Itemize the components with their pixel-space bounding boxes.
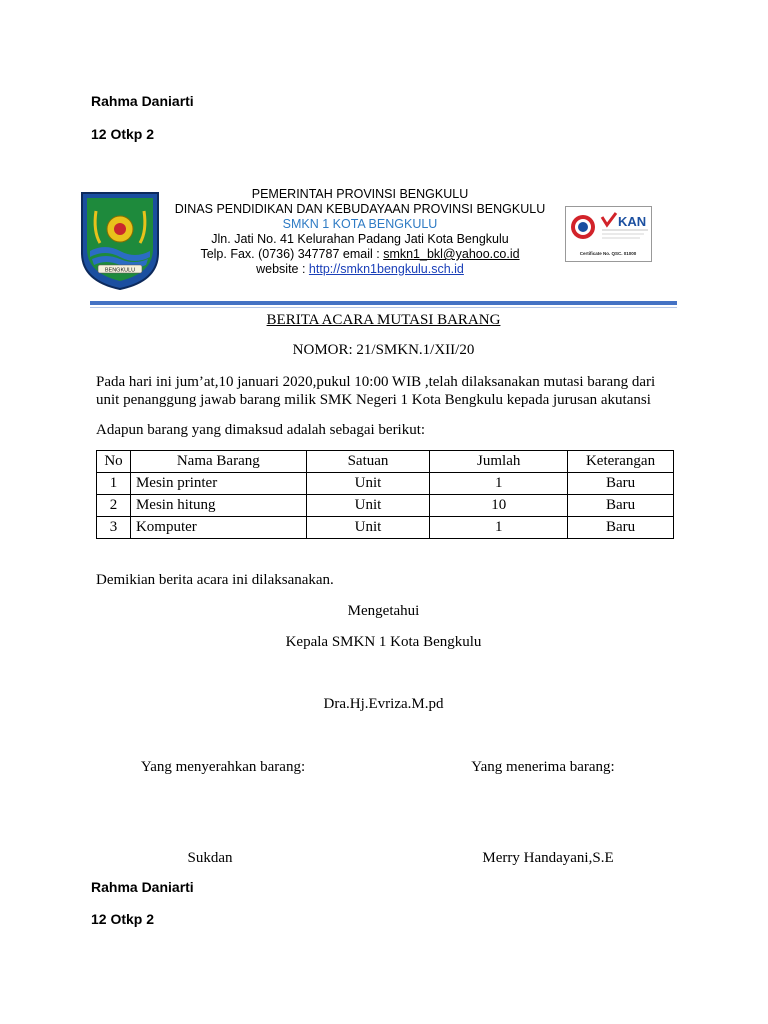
document-title: BERITA ACARA MUTASI BARANG: [266, 312, 501, 328]
col-header-no: No: [97, 451, 131, 473]
table-row: [97, 495, 674, 517]
kop-website: [160, 262, 560, 277]
province-seal-icon: [80, 191, 160, 291]
cell-keterangan: Baru: [568, 517, 674, 539]
kop-school-name: SMKN 1 KOTA BENGKULU: [282, 217, 438, 231]
kan-certificate-logo: [565, 206, 652, 262]
cell-satuan: Unit: [306, 517, 430, 539]
kan-label: KAN: [618, 214, 647, 229]
table-header-row: [97, 451, 674, 473]
kop-website-link[interactable]: http://smkn1bengkulu.sch.id: [308, 262, 464, 276]
kop-line-1: PEMERINTAH PROVINSI BENGKULU: [251, 187, 469, 201]
cell-nama-barang: Komputer: [130, 517, 306, 539]
letterhead-rule: [90, 301, 677, 305]
table-row: [97, 517, 674, 539]
col-header-keterangan: Keterangan: [568, 451, 674, 473]
kop-line-2: DINAS PENDIDIKAN DAN KEBUDAYAAN PROVINSI BENGKULU: [174, 202, 546, 216]
cell-no: 1: [97, 473, 131, 495]
kop-email-link[interactable]: smkn1_bkl@yahoo.co.id: [383, 247, 520, 261]
receiver-label: Yang menerima barang:: [471, 759, 615, 775]
letterhead-rule-thin: [90, 307, 677, 308]
col-header-nama-barang: Nama Barang: [130, 451, 306, 473]
table-row: [97, 473, 674, 495]
cell-satuan: Unit: [306, 473, 430, 495]
author-class: 12 Otkp 2: [91, 126, 155, 142]
cell-satuan: Unit: [306, 495, 430, 517]
cell-no: 3: [97, 517, 131, 539]
items-intro: Adapun barang yang dimaksud adalah sebagai berikut:: [96, 422, 426, 438]
closing-statement: Demikian berita acara ini dilaksanakan.: [96, 572, 334, 588]
author-class-footer: 12 Otkp 2: [91, 911, 155, 927]
cell-jumlah: 1: [430, 473, 568, 495]
items-table: [96, 450, 674, 539]
seal-text: BENGKULU: [104, 267, 136, 274]
opening-paragraph-line-2: unit penanggung jawab barang milik SMK Negeri 1 Kota Bengkulu kepada jurusan akutansi: [96, 392, 651, 408]
opening-paragraph-line-1: Pada hari ini jum’at,10 januari 2020,pukul 10:00 WIB ,telah dilaksanakan mutasi barang dari: [96, 374, 656, 390]
head-name: Dra.Hj.Evriza.M.pd: [323, 696, 444, 712]
cell-nama-barang: Mesin printer: [130, 473, 306, 495]
col-header-jumlah: Jumlah: [430, 451, 568, 473]
province-seal: [80, 191, 160, 291]
kop-address: Jln. Jati No. 41 Kelurahan Padang Jati Kota Bengkulu: [211, 232, 509, 246]
cell-nama-barang: Mesin hitung: [130, 495, 306, 517]
giver-label: Yang menyerahkan barang:: [140, 759, 306, 775]
giver-name: Sukdan: [187, 850, 233, 866]
kan-certificate-number: Certificate No. QSC. 01000: [579, 251, 637, 256]
kop-contact: [160, 247, 560, 262]
cell-jumlah: 1: [430, 517, 568, 539]
cell-jumlah: 10: [430, 495, 568, 517]
acknowledge-label: Mengetahui: [347, 603, 420, 619]
head-title: Kepala SMKN 1 Kota Bengkulu: [285, 634, 482, 650]
kop-phone: Telp. Fax. (0736) 347787 email :: [200, 247, 384, 261]
receiver-name: Merry Handayani,S.E: [482, 850, 614, 866]
kan-logo-icon: [566, 207, 651, 261]
cell-keterangan: Baru: [568, 495, 674, 517]
author-name-footer: Rahma Daniarti: [91, 879, 194, 895]
col-header-satuan: Satuan: [306, 451, 430, 473]
cell-keterangan: Baru: [568, 473, 674, 495]
cell-no: 2: [97, 495, 131, 517]
document-number: NOMOR: 21/SMKN.1/XII/20: [292, 342, 475, 358]
author-name: Rahma Daniarti: [91, 93, 194, 109]
kop-website-label: website :: [256, 262, 309, 276]
